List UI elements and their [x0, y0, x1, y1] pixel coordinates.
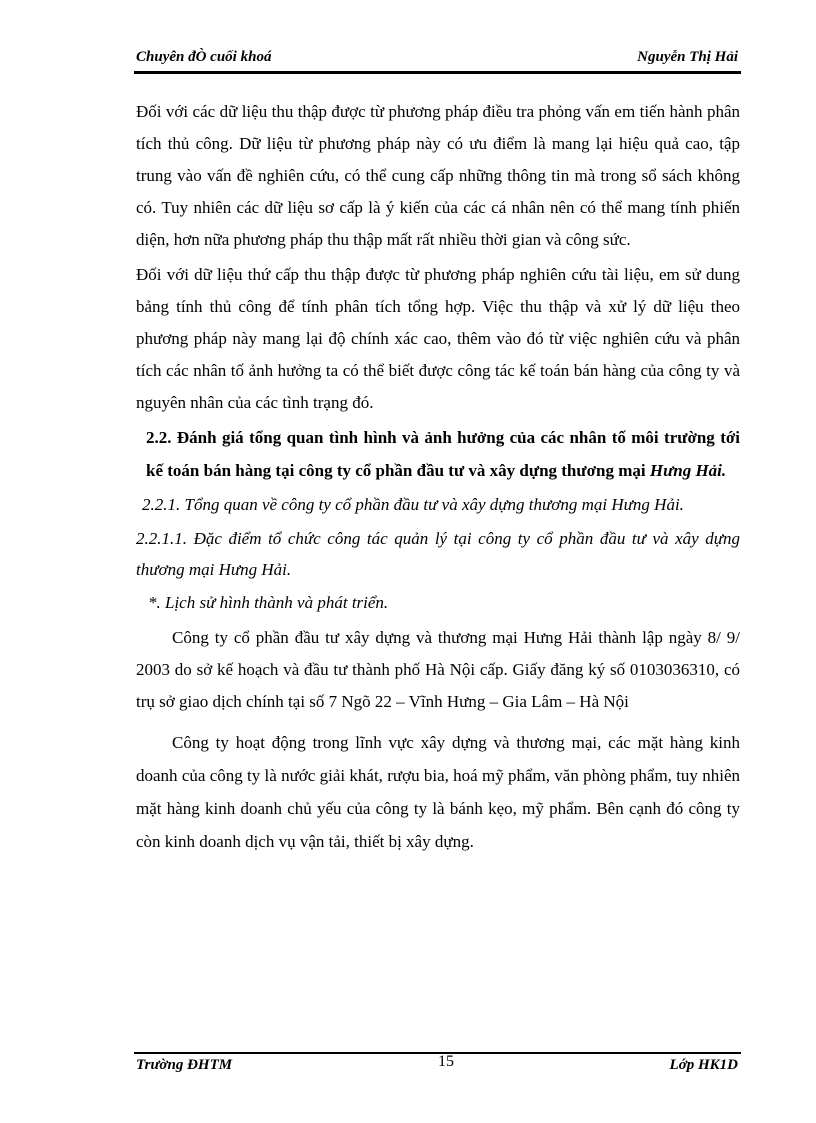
section-heading-2-2: [136, 421, 740, 487]
header-author: Nguyễn Thị Hải: [637, 49, 738, 65]
paragraph-company-business: Công ty hoạt động trong lĩnh vực xây dựng và thương mại, các mặt hàng kinh doanh của công ty là nước giải khát, rượu bia, hoá mỹ phẩm, văn phòng phẩm, tuy nhiên mặt hàng kinh doanh chủ yếu của công ty là bánh kẹo, mỹ phẩm. Bên cạnh đó công ty còn kinh doanh dịch vụ vận tải, thiết bị xây dựng.: [136, 733, 740, 851]
heading-text: 2.2. Đánh giá tổng quan tình hình và ảnh hưởng của các nhân tố môi trường tới kế toán bán hàng tại công ty cổ phần đầu tư và xây dựng thương mại: [146, 428, 740, 480]
subheading-2-2-1-1: 2.2.1.1. Đặc điểm tổ chức công tác quản lý tại công ty cổ phần đầu tư và xây dựng thương mại Hưng Hải.: [136, 529, 740, 579]
heading-company-name: Hưng Hải.: [649, 461, 727, 480]
footer-class: Lớp HK1D: [669, 1057, 738, 1073]
page-header: [136, 49, 738, 73]
paragraph-primary-data: Đối với các dữ liệu thu thập được từ phương pháp điều tra phỏng vấn em tiến hành phân tích thủ công. Dữ liệu từ phương pháp này có ưu điểm là mang lại hiệu quả cao, tập trung vào vấn đề nghiên cứu, có thể cung cấp những thông tin mà trong sổ sách không có. Tuy nhiên các dữ liệu sơ cấp là ý kiến của các cá nhân nên có thể mang tính phiến diện, hơn nữa phương pháp thu thập mất rất nhiều thời gian và công sức.: [136, 102, 740, 249]
header-rule: [134, 71, 741, 74]
subheading-2-2-1: 2.2.1. Tổng quan về công ty cổ phần đầu tư và xây dựng thương mại Hưng Hải.: [142, 495, 684, 514]
paragraph-company-founding: Công ty cổ phần đầu tư xây dựng và thương mại Hưng Hải thành lập ngày 8/ 9/ 2003 do sở kế hoạch và đầu tư thành phố Hà Nội cấp. Giấy đăng ký số 0103036310, có trụ sở giao dịch chính tại số 7 Ngõ 22 – Vĩnh Hưng – Gia Lâm – Hà Nội: [136, 628, 740, 711]
paragraph-secondary-data: Đối với dữ liệu thứ cấp thu thập được từ phương pháp nghiên cứu tài liệu, em sử dung bảng tính thủ công để tính phân tích tổng hợp. Việc thu thập và xử lý dữ liệu theo phương pháp này mang lại độ chính xác cao, thêm vào đó từ việc nghiên cứu và phân tích các nhân tố ảnh hưởng ta có thể biết được công tác kế toán bán hàng của công ty và nguyên nhân của các tình trạng đó.: [136, 265, 740, 412]
page-body: [136, 96, 740, 858]
footer-school: Trường ĐHTM: [136, 1057, 233, 1073]
page-number: 15: [438, 1053, 454, 1070]
header-title: Chuyên đÒ cuối khoá: [136, 49, 272, 65]
subheading-history: *. Lịch sử hình thành và phát triển.: [148, 593, 389, 612]
page-footer: [136, 1053, 738, 1077]
